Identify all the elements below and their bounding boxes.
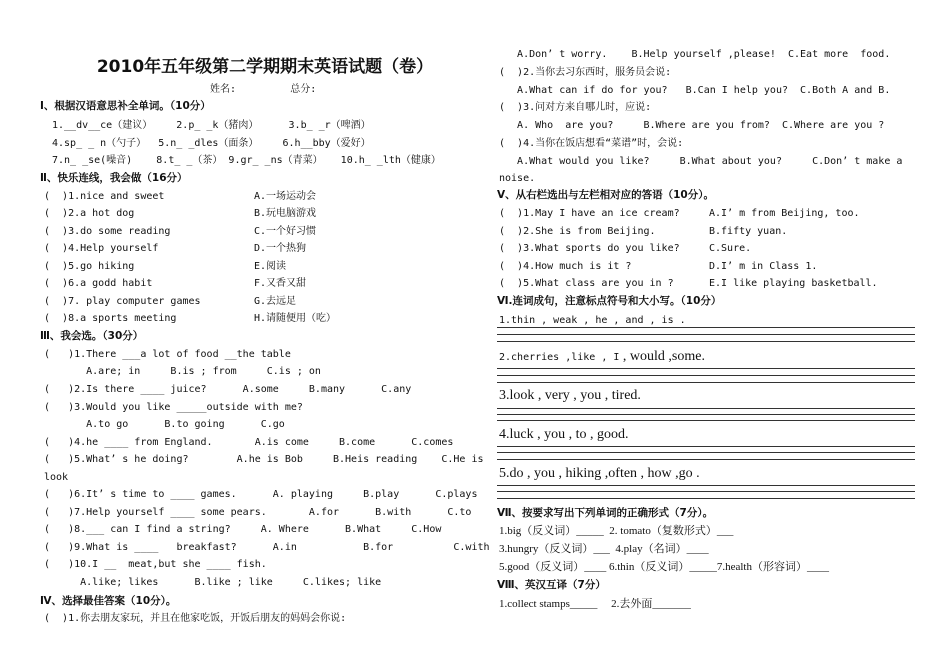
match-question: ( )2.She is from Beijing. [499, 226, 656, 237]
match-question: ( )4.Help yourself [44, 243, 159, 254]
best-answer-line: ( )3.问对方来自哪儿时，应说: [499, 102, 652, 113]
match-question: ( )4.How much is it ? [499, 261, 632, 272]
match-question: ( )3.do some reading [44, 226, 171, 237]
match-answer: C.一个好习惯 [254, 226, 317, 237]
choice-line: ( )6.It’ s time to ____ games. A. playing B.play C.plays [44, 489, 478, 500]
best-answer-line: ( )4.当你在饭店想看“菜谱”时，会说: [499, 138, 684, 149]
best-answer-line: A.Don’ t worry. B.Help yourself ,please! C.Eat more food. [499, 49, 891, 60]
match-question: ( )7. play computer games [44, 296, 201, 307]
sentence-question: 4.luck , you , to , good. [499, 427, 629, 442]
section-1-row: 7.n_ _se(噪音) 8.t_ _（茶） 9.gr_ _ns（青菜） 10.h_ _lth（健康） [52, 155, 441, 166]
match-answer: A.I’ m from Beijing, too. [709, 208, 860, 219]
match-question: ( )6.a godd habit [44, 278, 153, 289]
best-answer-line: A.What would you like? B.What about you? C.Don’ t make a [499, 156, 903, 167]
choice-line: ( )7.Help yourself ____ some pears. A.for B.with C.to [44, 507, 472, 518]
name-score-line: 姓名: 总分: [210, 84, 317, 95]
match-answer: G.去远足 [254, 296, 297, 307]
section-3-heading: Ⅲ、我会选。（30分） [40, 330, 144, 342]
exam-title: 2010年五年级第二学期期末英语试题（卷） [96, 57, 434, 77]
choice-line: A.to go B.to going C.go [44, 419, 285, 430]
choice-line: A.are; in B.is ; from C.is ; on [44, 366, 321, 377]
match-answer: D.一个热狗 [254, 243, 307, 254]
match-question: ( )3.What sports do you like? [499, 243, 680, 254]
best-answer-line: ( )1.你去朋友家玩，并且在他家吃饭，开饭后朋友的妈妈会你说: [44, 613, 347, 624]
sentence-question: 3.look , very , you , tired. [499, 388, 641, 403]
match-question: ( )5.What class are you in ? [499, 278, 674, 289]
choice-line: ( )9.What is ____ breakfast? A.in B.for C.with [44, 542, 490, 553]
section-5-heading: Ⅴ、从右栏选出与左栏相对应的答语（10分）。 [497, 189, 714, 201]
section-4-heading: Ⅳ、选择最佳答案（10分）。 [40, 595, 177, 607]
match-answer: B.玩电脑游戏 [254, 208, 317, 219]
section-6-heading: Ⅵ.连词成句，注意标点符号和大小写。（10分） [497, 295, 722, 307]
match-question: ( )2.a hot dog [44, 208, 135, 219]
section-1-heading: Ⅰ、根据汉语意思补全单词。（10分） [40, 100, 211, 112]
choice-line: ( )3.Would you like _____outside with me? [44, 402, 303, 413]
sentence-question: 5.do , you , hiking ,often , how ,go . [499, 466, 700, 481]
match-question: ( )1.May I have an ice cream? [499, 208, 680, 219]
best-answer-line: A.What can if do for you? B.Can I help you? C.Both A and B. [499, 85, 891, 96]
section-1-row: 1.__dv__ce（建议） 2.p_ _k（猪肉） 3.b_ _r（啤酒） [52, 120, 371, 131]
section-8-heading: Ⅷ、英汉互译（7分） [497, 579, 606, 591]
best-answer-line: ( )2.当你去习东西时，服务员会说: [499, 67, 672, 78]
sentence-question: 2.cherries ,like , I , would ,some. [499, 349, 705, 364]
choice-line: ( )1.There ___a lot of food __the table [44, 349, 291, 360]
match-answer: H.请随便用（吃） [254, 313, 337, 324]
choice-line: A.like; likes B.like ; like C.likes; like [44, 577, 382, 588]
sentence-question: 1.thin , weak , he , and , is . [499, 315, 686, 326]
match-answer: D.I’ m in Class 1. [709, 261, 818, 272]
best-answer-line: A. Who are you? B.Where are you from? C.Where are you ? [499, 120, 885, 131]
match-question: ( )5.go hiking [44, 261, 135, 272]
match-question: ( )8.a sports meeting [44, 313, 177, 324]
choice-line: look [44, 472, 69, 483]
word-form-row: 1.big（反义词）_____ 2. tomato（复数形式）___ [499, 525, 734, 537]
choice-line: ( )2.Is there ____ juice? A.some B.many C.any [44, 384, 412, 395]
choice-line: ( )10.I __ meat,but she ____ fish. [44, 559, 267, 570]
section-7-heading: Ⅶ、按要求写出下列单词的正确形式（7分）。 [497, 507, 714, 519]
word-form-row: 3.hungry（反义词）___ 4.play（名词）____ [499, 543, 709, 555]
section-1-row: 4.sp_ _ n（勺子） 5.n_ _dles（面条） 6.h__bby（爱好） [52, 138, 371, 149]
match-answer: E.I like playing basketball. [709, 278, 878, 289]
word-form-row: 5.good（反义词）____ 6.thin（反义词）_____7.health（形容词）____ [499, 561, 829, 573]
translation-row: 1.collect stamps_____ 2.去外面_______ [499, 598, 691, 610]
choice-line: ( )4.he ____ from England. A.is come B.come C.comes [44, 437, 454, 448]
match-question: ( )1.nice and sweet [44, 191, 165, 202]
match-answer: B.fifty yuan. [709, 226, 788, 237]
best-answer-line: noise. [499, 173, 536, 184]
match-answer: F.又香又甜 [254, 278, 307, 289]
section-2-heading: Ⅱ、快乐连线，我会做（16分） [40, 172, 188, 184]
match-answer: C.Sure. [709, 243, 752, 254]
choice-line: ( )5.What’ s he doing? A.he is Bob B.Heis reading C.He is [44, 454, 484, 465]
choice-line: ( )8.___ can I find a string? A. Where B.What C.How [44, 524, 442, 535]
match-answer: A.一场运动会 [254, 191, 317, 202]
match-answer: E.阅读 [254, 261, 287, 272]
